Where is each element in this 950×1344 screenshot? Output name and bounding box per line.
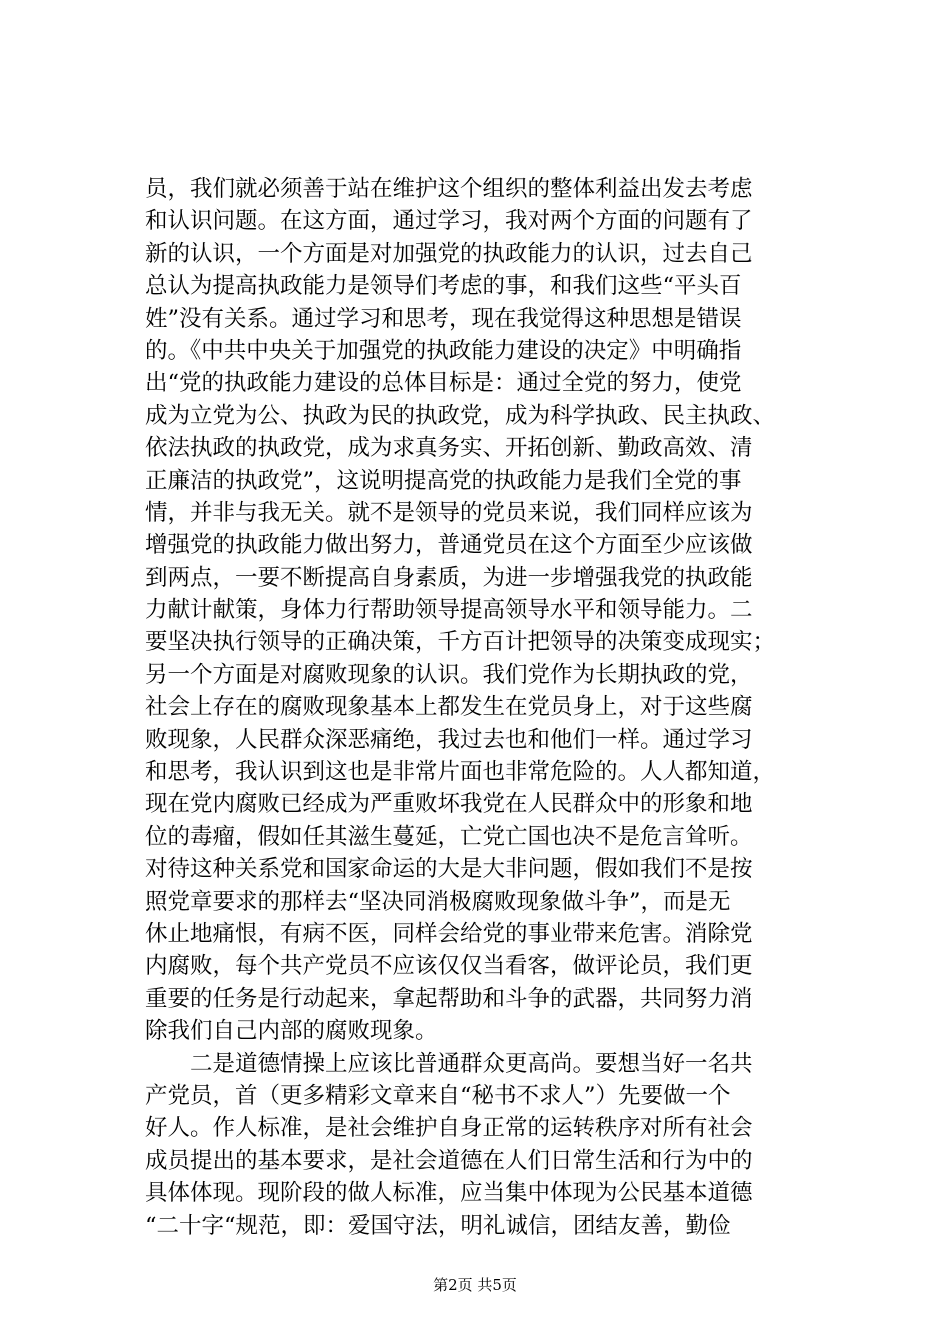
text-line: 出“党的执政能力建设的总体目标是：通过全党的努力，使党 bbox=[145, 370, 742, 397]
text-line: 力献计献策，身体力行帮助领导提高领导水平和领导能力。二 bbox=[145, 597, 753, 624]
text-line: 对待这种关系党和国家命运的大是大非问题，假如我们不是按 bbox=[145, 856, 753, 883]
text-line: 产党员，首（更多精彩文章来自“秘书不求人”）先要做一个 bbox=[145, 1082, 731, 1109]
text-line: 内腐败，每个共产党员不应该仅仅当看客，做评论员，我们更 bbox=[145, 953, 753, 980]
text-line: 位的毒瘤，假如任其滋生蔓延，亡党亡国也决不是危言耸听。 bbox=[145, 823, 753, 850]
text-line: 社会上存在的腐败现象基本上都发生在党员身上，对于这些腐 bbox=[145, 694, 753, 721]
text-line: 现在党内腐败已经成为严重败坏我党在人民群众中的形象和地 bbox=[145, 791, 753, 818]
text-line: 姓”没有关系。通过学习和思考，现在我觉得这种思想是错误 bbox=[145, 305, 742, 332]
text-line: “二十字“规范，即：爱国守法，明礼诚信，团结友善，勤俭 bbox=[145, 1212, 731, 1239]
text-line: 成员提出的基本要求，是社会道德在人们日常生活和行为中的 bbox=[145, 1147, 753, 1174]
text-line: 的。《中共中央关于加强党的执政能力建设的决定》中明确指 bbox=[145, 337, 742, 364]
text-line: 总认为提高执政能力是领导们考虑的事，和我们这些“平头百 bbox=[145, 273, 742, 300]
text-line: 依法执政的执政党，成为求真务实、开拓创新、勤政高效、清 bbox=[145, 435, 753, 462]
text-line: 重要的任务是行动起来，拿起帮助和斗争的武器，共同努力消 bbox=[145, 985, 753, 1012]
text-line: 到两点，一要不断提高自身素质，为进一步增强我党的执政能 bbox=[145, 564, 753, 591]
text-line: 具体体现。现阶段的做人标准，应当集中体现为公民基本道德 bbox=[145, 1180, 753, 1207]
text-line: 新的认识，一个方面是对加强党的执政能力的认识，过去自己 bbox=[145, 240, 753, 267]
text-line: 成为立党为公、执政为民的执政党，成为科学执政、民主执政、 bbox=[145, 402, 776, 429]
text-line: 情，并非与我无关。就不是领导的党员来说，我们同样应该为 bbox=[145, 499, 753, 526]
text-line: 正廉洁的执政党”，这说明提高党的执政能力是我们全党的事 bbox=[145, 467, 742, 494]
text-line: 败现象，人民群众深恶痛绝，我过去也和他们一样。通过学习 bbox=[145, 726, 753, 753]
text-line: 除我们自己内部的腐败现象。 bbox=[145, 1018, 438, 1045]
body-text bbox=[145, 173, 810, 1242]
text-line: 好人。作人标准，是社会维护自身正常的运转秩序对所有社会 bbox=[145, 1115, 753, 1142]
text-line: 二是道德情操上应该比普通群众更高尚。要想当好一名共 bbox=[145, 1050, 753, 1077]
text-line: 和认识问题。在这方面，通过学习，我对两个方面的问题有了 bbox=[145, 208, 753, 235]
text-line: 要坚决执行领导的正确决策，千方百计把领导的决策变成现实； bbox=[145, 629, 776, 656]
text-line: 休止地痛恨，有病不医，同样会给党的事业带来危害。消除党 bbox=[145, 920, 753, 947]
page-footer: 第2页 共5页 bbox=[433, 1276, 517, 1294]
text-line: 和思考，我认识到这也是非常片面也非常危险的。人人都知道， bbox=[145, 759, 776, 786]
text-line: 员，我们就必须善于站在维护这个组织的整体利益出发去考虑 bbox=[145, 176, 753, 202]
text-line: 增强党的执政能力做出努力，普通党员在这个方面至少应该做 bbox=[145, 532, 753, 559]
text-line: 照党章要求的那样去“坚决同消极腐败现象做斗争”，而是无 bbox=[145, 888, 731, 915]
text-line: 另一个方面是对腐败现象的认识。我们党作为长期执政的党， bbox=[145, 661, 753, 688]
